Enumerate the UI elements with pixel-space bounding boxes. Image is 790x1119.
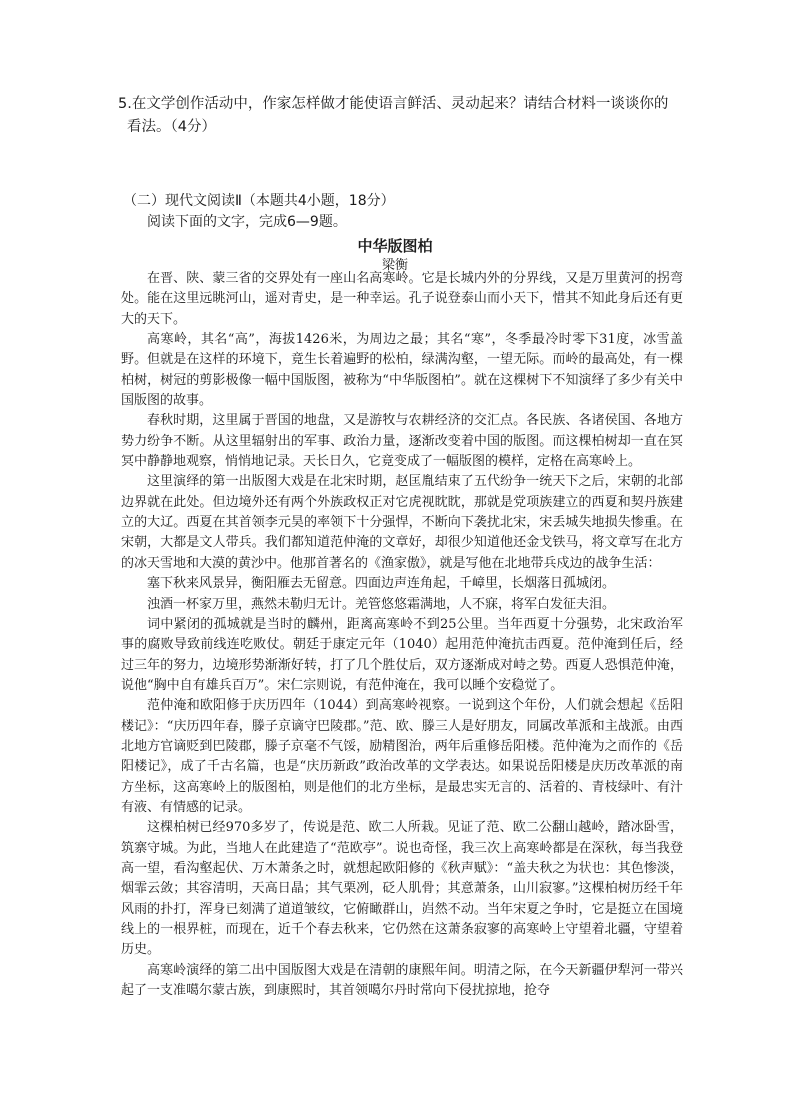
section-header [123, 191, 683, 233]
poem-line: 塞下秋来风景异，衡阳雁去无留意。四面边声连角起，千嶂里，长烟落日孤城闭。 [147, 576, 616, 592]
paragraph: 这里演绎的第一出版图大戏是在北宋时期，赵匡胤结束了五代纷争一统天下之后，宋朝的北部边界就在此处。但边境外还有两个外族政权正对它虎视眈眈，那就是党项族建立的西夏和契丹族建立的大辽。西夏在其首领李元昊的率领下十分强悍，不断向下袭扰北宋，宋丢城失地损失惨重。在宋朝，大都是文人带兵。我们都知道范仲淹的文章好，却很少知道他还金戈铁马，将文章写在北方的冰天雪地和大漠的黄沙中。他那首著名的《渔家傲》，就是写他在北地带兵戍边的战争生活： [121, 474, 683, 571]
paragraph: 这棵柏树已经970多岁了，传说是范、欧二人所栽。见证了范、欧二公翻山越岭，踏冰卧雪，筑寨守城。为此，当地人在此建造了“范欧亭”。说也奇怪，我三次上高寒岭都是在深秋，每当我登高一望，看沟壑起伏、万木萧条之时，就想起欧阳修的《秋声赋》：“盖夫秋之为状也：其色惨淡，烟霏云敛；其容清明，天高日晶；其气栗冽，砭人肌骨；其意萧条，山川寂寥。”这棵柏树历经千年风雨的扑打，浑身已刻满了道道皱纹，它俯瞰群山，岿然不动。当年宋夏之争时，它是挺立在国境线上的一根界桩，而现在，近千个春去秋来，它仍然在这萧条寂寥的高寒岭上守望着北疆，守望着历史。 [121, 820, 683, 958]
paragraph: 词中紧闭的孤城就是当时的麟州，距离高寒岭不到25公里。当年西夏十分强势，北宋政治军事的腐败导致前线连吃败仗。朝廷于康定元年（1040）起用范仲淹抗击西夏。范仲淹到任后，经过三年的努力，边境形势渐渐好转，打了几个胜仗后，双方逐渐成对峙之势。西夏人恐惧范仲淹，说他“胸中自有雄兵百万”。宋仁宗则说，有范仲淹在，我可以睡个安稳觉了。 [121, 616, 683, 693]
article-title: 中华版图柏 [357, 237, 433, 255]
article-author: 梁衡 [381, 258, 408, 273]
paragraph: 春秋时期，这里属于晋国的地盘，又是游牧与农耕经济的交汇点。各民族、各诸侯国、各地方势力纷争不断。从这里辐射出的军事、政治力量，逐渐改变着中国的版图。而这棵柏树却一直在冥冥中静静地观察，悄悄地记录。天长日久，它竟变成了一幅版图的模样，定格在高寒岭上。 [121, 413, 683, 470]
question-5-line-2: 看法。（4分） [127, 119, 216, 135]
question-5 [118, 93, 678, 139]
paragraph: 在晋、陕、蒙三省的交界处有一座山名高寒岭。它是长城内外的分界线，又是万里黄河的拐弯处。能在这里远眺河山，遥对青史，是一种幸运。孔子说登泰山而小天下，惜其不知此身后还有更大的天下。 [121, 271, 683, 327]
paragraph: 范仲淹和欧阳修于庆历四年（1044）到高寒岭视察。一说到这个年份，人们就会想起《岳阳楼记》：“庆历四年春，滕子京谪守巴陵郡。”范、欧、滕三人是好朋友，同属改革派和主战派。由西北地方官谪贬到巴陵郡，滕子京毫不气馁，励精图治，两年后重修岳阳楼。范仲淹为之而作的《岳阳楼记》，成了千古名篇，也是“庆历新政”政治改革的文学表达。如果说岳阳楼是庆历改革派的南方坐标，这高寒岭上的版图柏，则是他们的北方坐标，是最忠实无言的、活着的、青枝绿叶、有汁有液、有情感的记录。 [121, 698, 683, 815]
section-heading: （二）现代文阅读Ⅱ（本题共4小题，18分） [123, 193, 395, 209]
poem-line: 浊酒一杯家万里，燕然未勒归无计。羌管悠悠霜满地，人不寐，将军白发征夫泪。 [147, 596, 616, 612]
section-instruction: 阅读下面的文字，完成6—9题。 [147, 214, 347, 230]
question-5-line-1: 5.在文学创作活动中，作家怎样做才能使语言鲜活、灵动起来？请结合材料一谈谈你的 [118, 96, 669, 112]
article-body [121, 269, 683, 1001]
paragraph: 高寒岭演绎的第二出中国版图大戏是在清朝的康熙年间。明清之际，在今天新疆伊犁河一带兴起了一支准噶尔蒙古族，到康熙时，其首领噶尔丹时常向下侵扰掠地，抢夺 [121, 962, 683, 999]
paragraph: 高寒岭，其名“高”，海拔1426米，为周边之最；其名“寒”，冬季最冷时零下31度，冰雪盖野。但就是在这样的环境下，竟生长着遍野的松柏，绿满沟壑，一望无际。而岭的最高处，有一棵柏树，树冠的剪影极像一幅中国版图，被称为“中华版图柏”。就在这棵树下不知演绎了多少有关中国版图的故事。 [121, 332, 683, 409]
